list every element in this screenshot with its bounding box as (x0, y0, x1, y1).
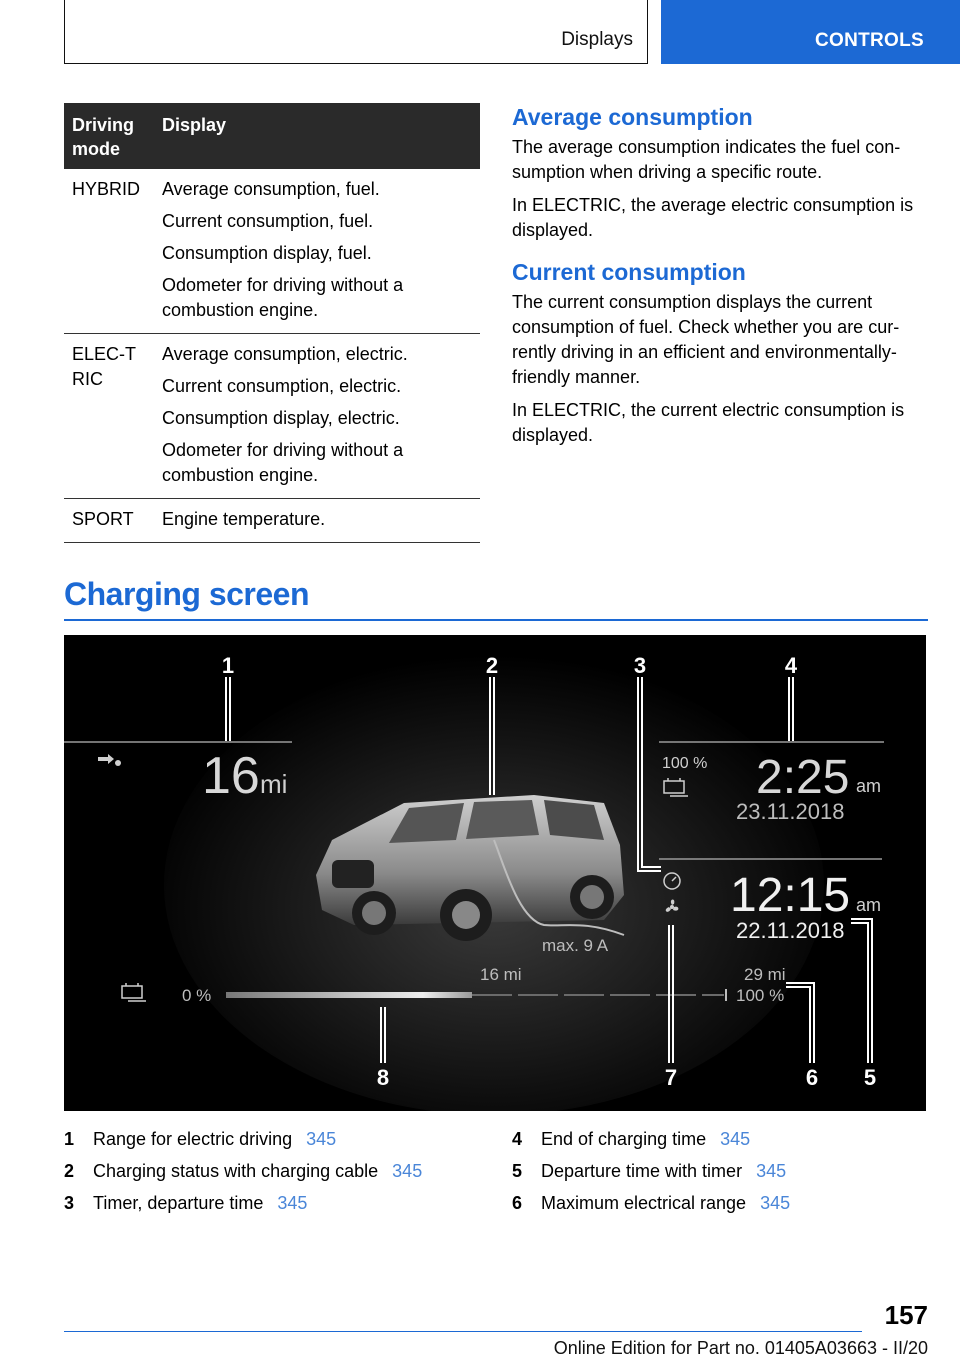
table-cell-mode: SPORT (64, 499, 154, 543)
average-consumption-paragraph: The average consumption indicates the fuel con-sumption when driving a specific route. (512, 137, 901, 182)
legend-number: 3 (64, 1193, 75, 1213)
charge-progress-fill (226, 992, 472, 998)
legend-item (64, 1187, 422, 1219)
bar-end-range-label: 29 mi (744, 965, 786, 984)
page-reference-link[interactable]: 345 (306, 1129, 337, 1149)
legend-item (512, 1155, 790, 1187)
heading-rule (64, 619, 928, 621)
driving-mode-table (64, 103, 480, 543)
end-charge-time: 2:25 (756, 751, 850, 804)
legend-number: 2 (64, 1161, 75, 1181)
legend-number: 1 (64, 1129, 75, 1149)
table-header-row (64, 103, 480, 169)
charging-screen-heading: Charging screen (64, 576, 310, 612)
callout-4: 4 (784, 653, 798, 678)
table-cell-display (154, 169, 480, 334)
average-consumption-electric-paragraph: In ELECTRIC, the average electric consumption is displayed. (512, 195, 914, 240)
display-item: Average consumption, fuel. (162, 179, 380, 199)
callout-3: 3 (633, 653, 647, 678)
callout-6: 6 (805, 1065, 819, 1090)
end-charge-date: 23.11.2018 (736, 799, 845, 824)
current-consumption-heading: Current consumption (512, 259, 746, 285)
display-item: Current consumption, electric. (162, 376, 402, 396)
table-cell-display (154, 499, 480, 543)
bar-mid-label: 16 mi (480, 965, 522, 984)
charging-screen-image (64, 635, 926, 1111)
legend-left (64, 1123, 422, 1219)
page-reference-link[interactable]: 345 (756, 1161, 787, 1181)
range-value: 16 (202, 747, 260, 805)
header-section-box (64, 0, 648, 64)
legend-text: End of charging time (541, 1129, 707, 1149)
departure-date: 22.11.2018 (736, 918, 845, 943)
legend-item (512, 1187, 790, 1219)
display-item: Consumption display, electric. (162, 408, 400, 428)
table-cell-display (154, 334, 480, 499)
legend-text: Maximum electrical range (541, 1193, 747, 1213)
display-item: Consumption display, fuel. (162, 243, 372, 263)
legend-number: 6 (512, 1193, 523, 1213)
callout-5: 5 (863, 1065, 877, 1090)
callout-8: 8 (376, 1065, 390, 1090)
legend-right (512, 1123, 790, 1219)
page-reference-link[interactable]: 345 (277, 1193, 308, 1213)
bar-start-label: 0 % (182, 986, 212, 1005)
display-item: Odometer for driving without a combustion engine. (162, 440, 404, 485)
legend-text: Departure time with timer (541, 1161, 743, 1181)
table-header-display: Display (154, 103, 480, 169)
current-consumption-electric-paragraph: In ELECTRIC, the current electric consumption is displayed. (512, 400, 905, 445)
legend-item (512, 1123, 790, 1155)
page-reference-link[interactable]: 345 (392, 1161, 423, 1181)
current-consumption-paragraph: The current consumption displays the current consumption of fuel. Check whether you are cur-rently driving in an efficient and environmentally-friendly manner. (512, 292, 900, 387)
end-charge-ampm: am (856, 776, 882, 796)
charging-screen-svg (64, 635, 926, 1111)
display-item: Engine temperature. (162, 509, 326, 529)
table-cell-mode: ELEC-TRIC (64, 334, 154, 499)
chapter-tab[interactable] (661, 0, 960, 64)
callout-2: 2 (485, 653, 499, 678)
bar-end-pct-label: 100 % (736, 986, 785, 1005)
legend-number: 4 (512, 1129, 523, 1149)
section-title: Displays (561, 29, 633, 50)
callout-1: 1 (221, 653, 235, 678)
legend-item (64, 1123, 422, 1155)
footer-edition: Online Edition for Part no. 01405A03663 - II/20 (553, 1338, 928, 1358)
table-header-mode: Driving mode (64, 103, 154, 169)
departure-time: 12:15 (730, 869, 851, 922)
legend-text: Timer, departure time (93, 1193, 264, 1213)
chapter-title: CONTROLS (814, 30, 924, 51)
page-reference-link[interactable]: 345 (720, 1129, 751, 1149)
display-item: Average consumption, electric. (162, 344, 408, 364)
table-row (64, 334, 480, 499)
table-row (64, 169, 480, 334)
battery-percentage: 100 % (662, 755, 708, 772)
table-row (64, 499, 480, 543)
departure-ampm: am (856, 895, 882, 915)
page-number: 157 (884, 1300, 928, 1330)
max-current-label: max. 9 A (542, 936, 609, 955)
legend-text: Charging status with charging cable (93, 1161, 379, 1181)
table-cell-mode: HYBRID (64, 169, 154, 334)
legend-number: 5 (512, 1161, 523, 1181)
average-consumption-heading: Average consumption (512, 104, 753, 130)
callout-7: 7 (664, 1065, 678, 1090)
range-unit: mi (260, 769, 288, 799)
display-item: Odometer for driving without a combustion engine. (162, 275, 404, 320)
footer-rule (64, 1331, 862, 1332)
legend-text: Range for electric driving (93, 1129, 293, 1149)
page-reference-link[interactable]: 345 (760, 1193, 791, 1213)
consumption-text-column (512, 104, 928, 456)
legend-item (64, 1155, 422, 1187)
display-item: Current consumption, fuel. (162, 211, 374, 231)
